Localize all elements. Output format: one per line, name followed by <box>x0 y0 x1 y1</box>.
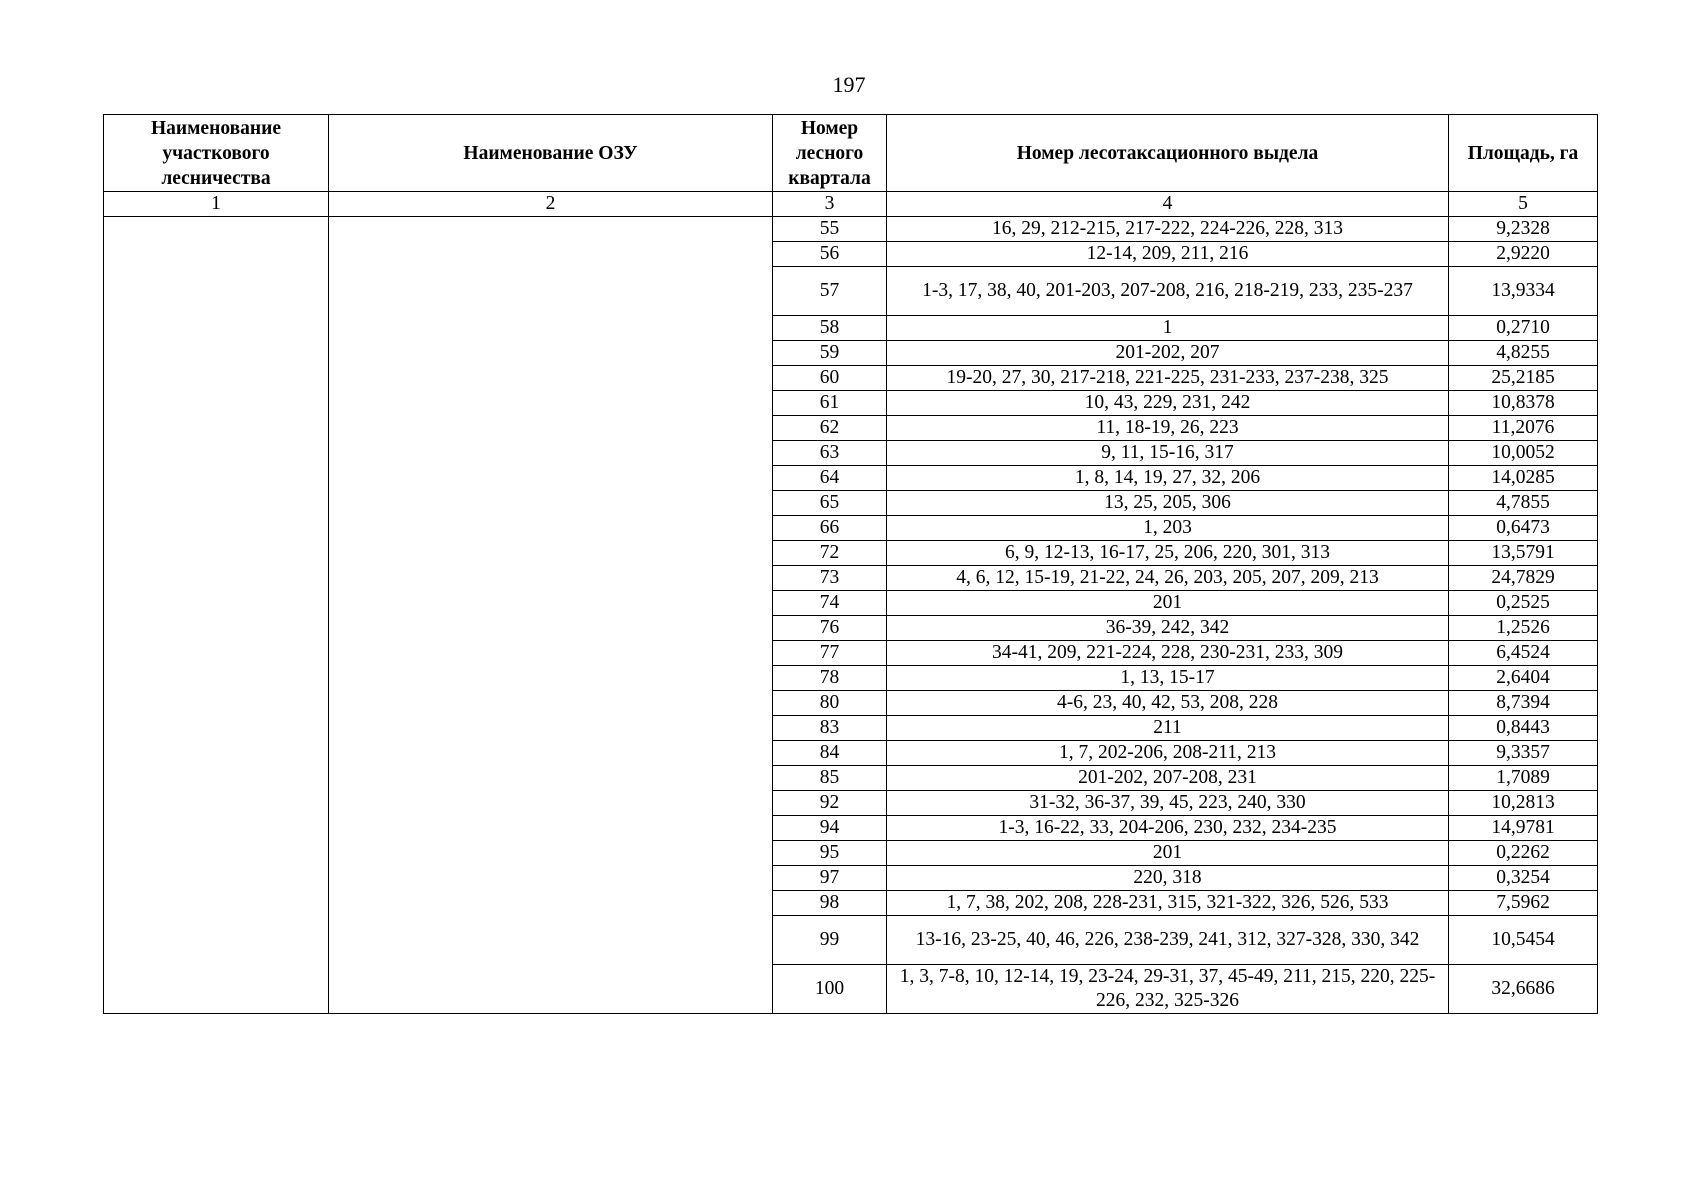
quarter-number-cell: 97 <box>773 866 887 891</box>
quarter-number-cell: 74 <box>773 591 887 616</box>
plot-numbers-cell: 1, 13, 15-17 <box>887 666 1449 691</box>
header-area: Площадь, га <box>1449 115 1598 192</box>
plot-numbers-cell: 16, 29, 212-215, 217-222, 224-226, 228, 313 <box>887 217 1449 242</box>
area-cell: 13,9334 <box>1449 267 1598 316</box>
area-cell: 6,4524 <box>1449 641 1598 666</box>
area-cell: 0,2710 <box>1449 316 1598 341</box>
quarter-number-cell: 76 <box>773 616 887 641</box>
area-cell: 0,3254 <box>1449 866 1598 891</box>
quarter-number-cell: 60 <box>773 366 887 391</box>
quarter-number-cell: 66 <box>773 516 887 541</box>
quarter-number-cell: 64 <box>773 466 887 491</box>
area-cell: 10,2813 <box>1449 791 1598 816</box>
quarter-number-cell: 63 <box>773 441 887 466</box>
area-cell: 7,5962 <box>1449 891 1598 916</box>
quarter-number-cell: 65 <box>773 491 887 516</box>
plot-numbers-cell: 1, 7, 202-206, 208-211, 213 <box>887 741 1449 766</box>
quarter-number-cell: 83 <box>773 716 887 741</box>
quarter-number-cell: 92 <box>773 791 887 816</box>
plot-numbers-cell: 4-6, 23, 40, 42, 53, 208, 228 <box>887 691 1449 716</box>
area-cell: 4,7855 <box>1449 491 1598 516</box>
quarter-number-cell: 95 <box>773 841 887 866</box>
plot-numbers-cell: 10, 43, 229, 231, 242 <box>887 391 1449 416</box>
area-cell: 25,2185 <box>1449 366 1598 391</box>
quarter-number-cell: 80 <box>773 691 887 716</box>
header-ozu-name: Наименование ОЗУ <box>329 115 773 192</box>
plot-numbers-cell: 201 <box>887 591 1449 616</box>
plot-numbers-cell: 201-202, 207 <box>887 341 1449 366</box>
plot-numbers-cell: 211 <box>887 716 1449 741</box>
plot-numbers-cell: 1-3, 16-22, 33, 204-206, 230, 232, 234-235 <box>887 816 1449 841</box>
area-cell: 4,8255 <box>1449 341 1598 366</box>
quarter-number-cell: 56 <box>773 242 887 267</box>
table-body <box>104 217 1598 1014</box>
plot-numbers-cell: 220, 318 <box>887 866 1449 891</box>
quarter-number-cell: 78 <box>773 666 887 691</box>
forestry-name-cell <box>104 217 329 1014</box>
plot-numbers-cell: 9, 11, 15-16, 317 <box>887 441 1449 466</box>
area-cell: 2,9220 <box>1449 242 1598 267</box>
area-cell: 13,5791 <box>1449 541 1598 566</box>
quarter-number-cell: 72 <box>773 541 887 566</box>
area-cell: 14,9781 <box>1449 816 1598 841</box>
area-cell: 1,7089 <box>1449 766 1598 791</box>
quarter-number-cell: 84 <box>773 741 887 766</box>
area-cell: 8,7394 <box>1449 691 1598 716</box>
quarter-number-cell: 59 <box>773 341 887 366</box>
column-number: 4 <box>887 192 1449 217</box>
column-number: 5 <box>1449 192 1598 217</box>
plot-numbers-cell: 19-20, 27, 30, 217-218, 221-225, 231-233, 237-238, 325 <box>887 366 1449 391</box>
quarter-number-cell: 55 <box>773 217 887 242</box>
plot-numbers-cell: 201 <box>887 841 1449 866</box>
column-number: 1 <box>104 192 329 217</box>
area-cell: 9,3357 <box>1449 741 1598 766</box>
plot-numbers-cell: 36-39, 242, 342 <box>887 616 1449 641</box>
area-cell: 32,6686 <box>1449 965 1598 1014</box>
plot-numbers-cell: 1-3, 17, 38, 40, 201-203, 207-208, 216, 218-219, 233, 235-237 <box>887 267 1449 316</box>
plot-numbers-cell: 1, 3, 7-8, 10, 12-14, 19, 23-24, 29-31, 37, 45-49, 211, 215, 220, 225-226, 232, 325-326 <box>887 965 1449 1014</box>
header-quarter-number: Номер лесного квартала <box>773 115 887 192</box>
plot-numbers-cell: 11, 18-19, 26, 223 <box>887 416 1449 441</box>
quarter-number-cell: 58 <box>773 316 887 341</box>
quarter-number-cell: 100 <box>773 965 887 1014</box>
plot-numbers-cell: 1, 203 <box>887 516 1449 541</box>
quarter-number-cell: 57 <box>773 267 887 316</box>
ozu-name-cell <box>329 217 773 1014</box>
plot-numbers-cell: 34-41, 209, 221-224, 228, 230-231, 233, 309 <box>887 641 1449 666</box>
area-cell: 10,0052 <box>1449 441 1598 466</box>
column-number: 2 <box>329 192 773 217</box>
plot-numbers-cell: 4, 6, 12, 15-19, 21-22, 24, 26, 203, 205, 207, 209, 213 <box>887 566 1449 591</box>
area-cell: 1,2526 <box>1449 616 1598 641</box>
plot-numbers-cell: 1 <box>887 316 1449 341</box>
area-cell: 11,2076 <box>1449 416 1598 441</box>
quarter-number-cell: 94 <box>773 816 887 841</box>
quarter-number-cell: 77 <box>773 641 887 666</box>
area-cell: 10,5454 <box>1449 916 1598 965</box>
column-number-row <box>104 192 1598 217</box>
area-cell: 24,7829 <box>1449 566 1598 591</box>
area-cell: 14,0285 <box>1449 466 1598 491</box>
quarter-number-cell: 73 <box>773 566 887 591</box>
plot-numbers-cell: 1, 7, 38, 202, 208, 228-231, 315, 321-322, 326, 526, 533 <box>887 891 1449 916</box>
page-number: 197 <box>832 72 866 97</box>
forest-plots-table <box>103 114 1598 1014</box>
quarter-number-cell: 99 <box>773 916 887 965</box>
quarter-number-cell: 61 <box>773 391 887 416</box>
header-row <box>104 115 1598 192</box>
plot-numbers-cell: 12-14, 209, 211, 216 <box>887 242 1449 267</box>
area-cell: 0,2262 <box>1449 841 1598 866</box>
plot-numbers-cell: 31-32, 36-37, 39, 45, 223, 240, 330 <box>887 791 1449 816</box>
header-forestry-name: Наименование участкового лесничества <box>104 115 329 192</box>
plot-numbers-cell: 6, 9, 12-13, 16-17, 25, 206, 220, 301, 313 <box>887 541 1449 566</box>
table-row <box>104 217 1598 242</box>
plot-numbers-cell: 13-16, 23-25, 40, 46, 226, 238-239, 241, 312, 327-328, 330, 342 <box>887 916 1449 965</box>
table-header <box>104 115 1598 217</box>
plot-numbers-cell: 1, 8, 14, 19, 27, 32, 206 <box>887 466 1449 491</box>
area-cell: 10,8378 <box>1449 391 1598 416</box>
area-cell: 0,8443 <box>1449 716 1598 741</box>
area-cell: 0,6473 <box>1449 516 1598 541</box>
area-cell: 2,6404 <box>1449 666 1598 691</box>
quarter-number-cell: 62 <box>773 416 887 441</box>
quarter-number-cell: 85 <box>773 766 887 791</box>
column-number: 3 <box>773 192 887 217</box>
area-cell: 0,2525 <box>1449 591 1598 616</box>
header-plot-number: Номер лесотаксационного выдела <box>887 115 1449 192</box>
plot-numbers-cell: 13, 25, 205, 306 <box>887 491 1449 516</box>
plot-numbers-cell: 201-202, 207-208, 231 <box>887 766 1449 791</box>
area-cell: 9,2328 <box>1449 217 1598 242</box>
quarter-number-cell: 98 <box>773 891 887 916</box>
